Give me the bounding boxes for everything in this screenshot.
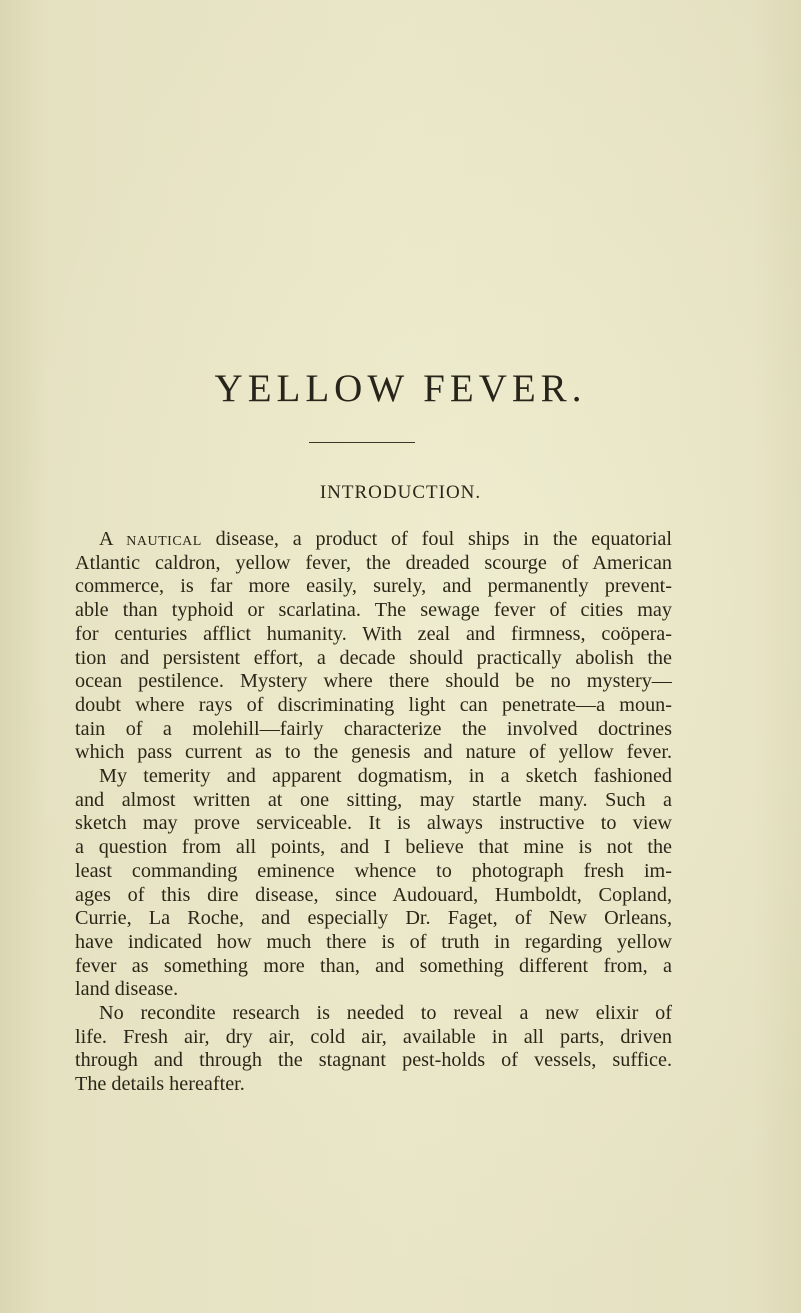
- text-line: least commanding eminence whence to photograph fresh im-: [75, 859, 672, 882]
- small-caps-word: nautical: [126, 528, 202, 550]
- text-line: doubt where rays of discriminating light can penetrate—a moun-: [75, 693, 672, 716]
- text-line: [75, 528, 672, 552]
- text-line: ages of this dire disease, since Audouard, Humboldt, Copland,: [75, 883, 672, 906]
- first-line-rest: disease, a product of foul ships in the equatorial: [201, 528, 672, 550]
- text-line: life. Fresh air, dry air, cold air, available in all parts, driven: [75, 1025, 672, 1048]
- text-line: Currie, La Roche, and especially Dr. Faget, of New Orleans,: [75, 907, 672, 930]
- paragraph-2: [75, 1002, 672, 1097]
- text-line: fever as something more than, and something different from, a: [75, 954, 672, 977]
- text-line: through and through the stagnant pest-holds of vessels, suffice.: [75, 1049, 672, 1072]
- title-divider: [309, 442, 415, 443]
- first-word: A: [99, 528, 127, 550]
- text-line: Atlantic caldron, yellow fever, the dreaded scourge of American: [75, 551, 672, 574]
- text-line: which pass current as to the genesis and nature of yellow fever.: [75, 741, 672, 764]
- text-line: a question from all points, and I believe that mine is not the: [75, 836, 672, 859]
- paragraph-1: [75, 528, 672, 1002]
- text-line: The details hereafter.: [75, 1073, 245, 1096]
- body-text: [75, 528, 672, 1097]
- text-line: tion and persistent effort, a decade should practically abolish the: [75, 646, 672, 669]
- text-line: ocean pestilence. Mystery where there should be no mystery—: [75, 670, 672, 693]
- text-line: have indicated how much there is of truth in regarding yellow: [75, 930, 672, 953]
- text-line: tain of a molehill—fairly characterize the involved doctrines: [75, 717, 672, 740]
- text-line: My temerity and apparent dogmatism, in a sketch fashioned: [99, 765, 672, 788]
- text-line: No recondite research is needed to reveal a new elixir of: [99, 1002, 672, 1025]
- page-title: YELLOW FEVER.: [214, 367, 587, 410]
- text-line: commerce, is far more easily, surely, and permanently prevent-: [75, 575, 672, 598]
- text-line: able than typhoid or scarlatina. The sewage fever of cities may: [75, 599, 672, 622]
- text-line: and almost written at one sitting, may startle many. Such a: [75, 788, 672, 811]
- text-line: sketch may prove serviceable. It is always instructive to view: [75, 812, 672, 835]
- text-line: for centuries afflict humanity. With zeal and firmness, coöpera-: [75, 622, 672, 645]
- text-line: land disease.: [75, 978, 179, 1001]
- section-heading: INTRODUCTION.: [319, 482, 482, 503]
